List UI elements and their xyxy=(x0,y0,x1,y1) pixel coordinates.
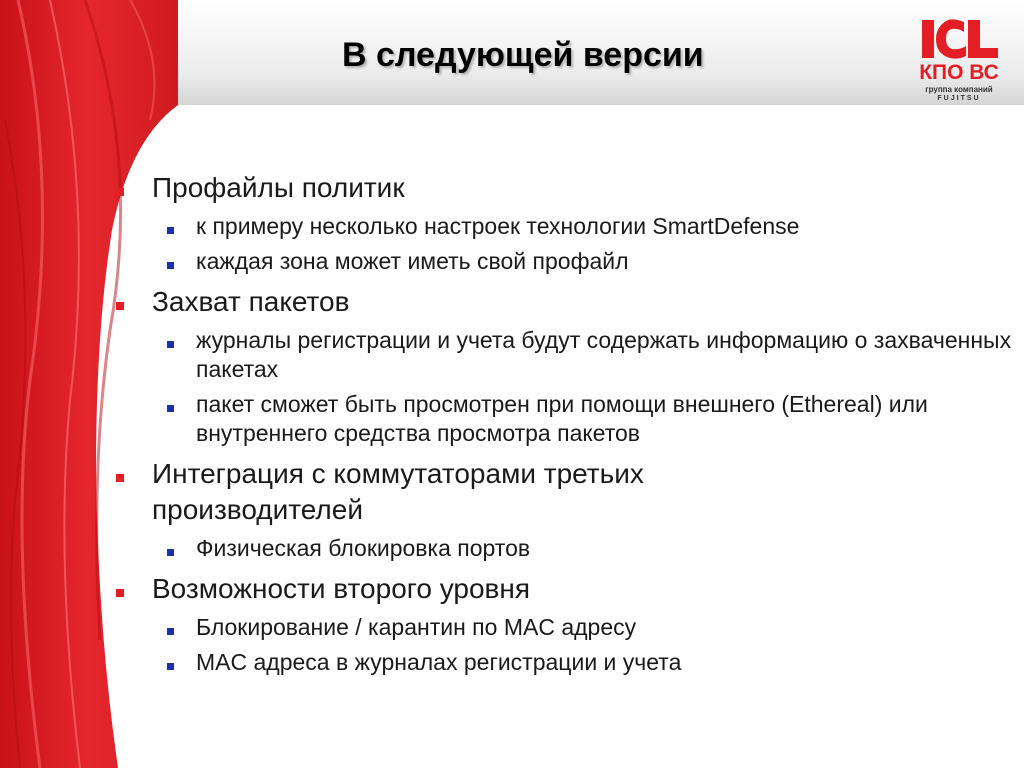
company-logo xyxy=(916,14,1002,104)
logo-fujitsu-text: FUJITSU xyxy=(937,95,981,102)
red-square-bullet-icon xyxy=(116,302,124,310)
blue-square-bullet-icon xyxy=(167,341,174,348)
blue-square-bullet-icon xyxy=(167,549,174,556)
blue-square-bullet-icon xyxy=(167,628,174,635)
sub-bullet-text: Блокирование / карантин по MAC адресу xyxy=(196,614,637,640)
bullet-level2 xyxy=(196,247,1016,276)
bullet-text: Профайлы политик xyxy=(152,172,405,203)
sub-bullet-text: журналы регистрации и учета будут содержать информацию о захваченных пакетах xyxy=(196,327,1012,382)
red-square-bullet-icon xyxy=(116,188,124,196)
icl-logo-icon xyxy=(918,14,1000,64)
bullet-level1 xyxy=(112,571,1012,607)
blue-square-bullet-icon xyxy=(167,262,174,269)
bullet-item-2 xyxy=(112,284,1012,448)
sub-bullet-text: каждая зона может иметь свой профайл xyxy=(196,248,629,274)
sub-bullet-text: пакет сможет быть просмотрен при помощи внешнего (Ethereal) или внутреннего средства просмотра пакетов xyxy=(196,391,928,446)
blue-square-bullet-icon xyxy=(167,405,174,412)
logo-subtitle: КПО ВС xyxy=(919,61,999,84)
sub-bullet-text: Физическая блокировка портов xyxy=(196,535,531,561)
bullet-text: Захват пакетов xyxy=(152,286,350,317)
bullet-level2 xyxy=(196,390,1016,448)
bullet-item-3 xyxy=(112,456,1012,563)
red-square-bullet-icon xyxy=(116,589,124,597)
logo-group-text: группа компаний xyxy=(925,85,993,94)
slide-title: В следующей версии xyxy=(342,36,704,74)
bullet-level2 xyxy=(196,648,1016,677)
bullet-text: Интеграция с коммутаторами третьих производителей xyxy=(152,458,644,525)
sub-bullet-text: к примеру несколько настроек технологии SmartDefense xyxy=(196,213,800,239)
blue-square-bullet-icon xyxy=(167,663,174,670)
red-square-bullet-icon xyxy=(116,474,124,482)
bullet-level1 xyxy=(112,456,792,528)
bullet-list xyxy=(112,162,1012,677)
bullet-item-1 xyxy=(112,170,1012,276)
bullet-level1 xyxy=(112,284,1012,320)
bullet-level2 xyxy=(196,613,1016,642)
blue-square-bullet-icon xyxy=(167,227,174,234)
bullet-text: Возможности второго уровня xyxy=(152,573,531,604)
bullet-level2 xyxy=(196,212,1016,241)
bullet-level1 xyxy=(112,170,1012,206)
bullet-item-4 xyxy=(112,571,1012,677)
bullet-level2 xyxy=(196,534,1016,563)
bullet-level2 xyxy=(196,326,1016,384)
sub-bullet-text: MAC адреса в журналах регистрации и учета xyxy=(196,649,682,675)
